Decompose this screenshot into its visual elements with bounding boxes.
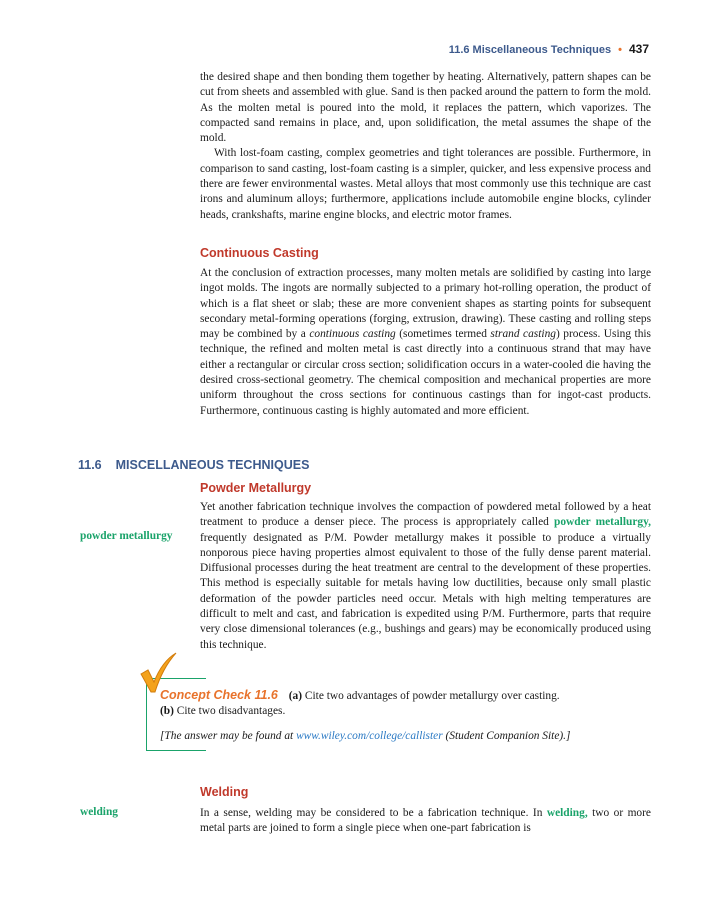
margin-term-powder-metallurgy: powder metallurgy [80, 530, 173, 542]
concept-check-content [160, 688, 651, 744]
continuous-casting-heading: Continuous Casting [200, 246, 319, 260]
concept-check-question [160, 688, 651, 720]
answer-suffix: (Student Companion Site).] [442, 729, 571, 742]
pm-text-a: Yet another fabrication technique involves the compaction of powdered metal followed by a heat treatment to produce a denser piece. The process is appropriately called [200, 501, 651, 529]
cc-text-a: At the conclusion of extraction processes, many molten metals are solidified by casting into large ingot molds. The ingots are normally subjected to a primary hot-rolling operation, the product of which is a flat sheet or slab; these are more convenient shapes as starting points for subsequent secondary metal-forming operations (forging, extrusion, drawing). These casting and rolling steps may be combined by a [200, 267, 651, 341]
concept-check-part-b: Cite two disadvantages. [176, 705, 286, 718]
welding-heading: Welding [200, 785, 249, 799]
running-head-bullet: • [618, 44, 622, 56]
concept-check-part-b-label: (b) [160, 705, 174, 718]
welding-key-term: welding, [546, 807, 588, 819]
powder-metallurgy-paragraph [200, 500, 651, 653]
welding-text-a: In a sense, welding may be considered to be a fabrication technique. In [200, 807, 547, 819]
cc-emphasis-strand-casting: strand casting [490, 328, 556, 341]
concept-check-part-a: Cite two advantages of powder metallurgy over casting. [304, 690, 560, 702]
cc-text-c: ) process. Using this technique, the refined and molten metal is cast directly into a continuous strand that may have either a rectangular or circular cross section; solidification occurs in a water-cooled die having the desired cross-sectional geometry. The chemical composition and mechanical properties are more uniform throughout the cross sections for continuous castings than for ingot-cast products. Furthermore, continuous casting is highly automated and more efficient. [200, 328, 651, 417]
running-head-title: 11.6 Miscellaneous Techniques [448, 44, 612, 56]
section-number: 11.6 [78, 458, 102, 472]
answer-link[interactable]: www.wiley.com/college/callister [296, 729, 443, 742]
section-heading [78, 458, 309, 472]
pm-text-b: frequently designated as P/M. Powder metallurgy makes it possible to produce a virtually nonporous piece having properties almost equivalent to those of the fully dense parent material. Diffusional processes during the heat treatment are central to the development of these properties. This method is especially suitable for metals having low ductilities, because only small plastic deformation of the powder particles need occur. Metals with high melting temperatures are difficult to melt and cast, and fabrication is expedited using P/M. Furthermore, parts that require very close dimensional tolerances (e.g., bushings and gears) may be economically produced using this technique. [200, 531, 651, 651]
concept-check-answer [160, 729, 651, 744]
concept-check-part-a-label: (a) [288, 690, 303, 702]
section-title: MISCELLANEOUS TECHNIQUES [115, 458, 310, 472]
running-head [449, 42, 649, 56]
cc-text-b: (sometimes termed [395, 328, 491, 341]
continuous-casting-text [200, 266, 651, 419]
margin-term-welding: welding [80, 806, 118, 818]
concept-check-box [146, 678, 651, 750]
powder-metallurgy-text [200, 500, 651, 653]
pm-key-term: powder metallurgy, [553, 516, 651, 529]
continuous-casting-paragraph [200, 266, 651, 419]
concept-check-title: Concept Check 11.6 [160, 688, 278, 702]
page-number: 437 [628, 42, 649, 56]
concept-check-rule-bottom [146, 750, 206, 751]
welding-text-b: two or more metal parts are joined to form a single piece when one-part fabrication is [200, 807, 651, 835]
welding-text [200, 806, 651, 837]
powder-metallurgy-heading: Powder Metallurgy [200, 481, 312, 495]
intro-text [200, 70, 651, 223]
intro-paragraph-1: the desired shape and then bonding them together by heating. Alternatively, pattern shapes can be cut from sheets and assembled with glue. Sand is then packed around the pattern to form the mold. As the molten metal is poured into the mold, it replaces the pattern, which vaporizes. The compacted sand remains in place, and, upon solidification, the metal assumes the shape of the mold. [200, 71, 651, 145]
answer-prefix: [The answer may be found at [160, 729, 297, 742]
cc-emphasis-continuous-casting: continuous casting [309, 328, 396, 341]
intro-paragraph-2: With lost-foam casting, complex geometries and tight tolerances are possible. Furthermore, in comparison to sand casting, lost-foam casting is a simpler, quicker, and less expensive process and there are fewer environmental wastes. Metal alloys that most commonly use this technique are cast irons and aluminum alloys; furthermore, applications include automobile engine blocks, cylinder heads, crankshafts, marine engine blocks, and electric motor frames. [200, 147, 651, 221]
welding-paragraph [200, 806, 651, 837]
